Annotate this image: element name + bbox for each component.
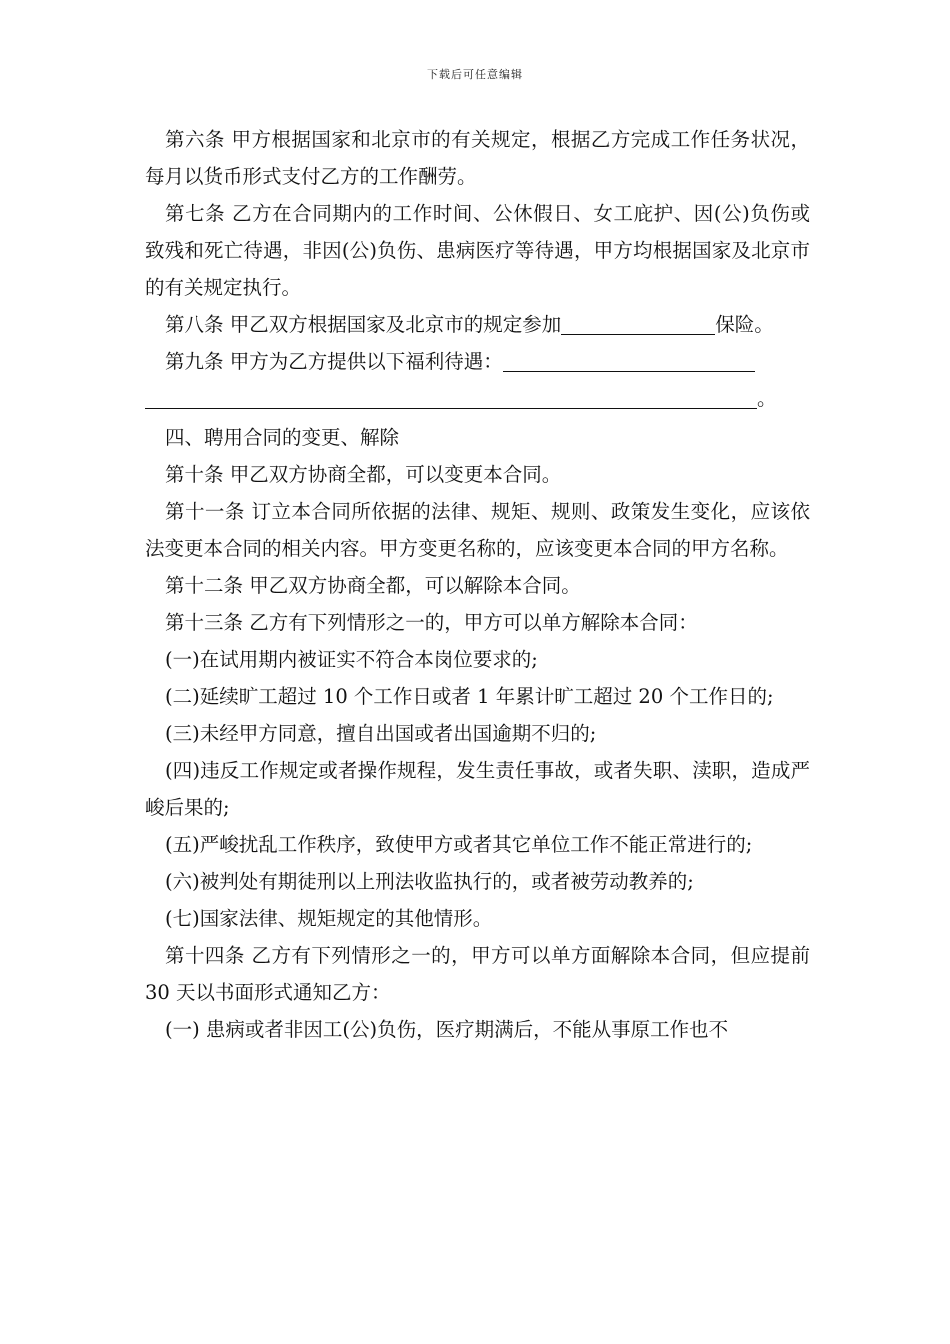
article-13: 第十三条 乙方有下列情形之一的，甲方可以单方解除本合同： bbox=[165, 611, 698, 634]
article-9-text: 第九条 甲方为乙方提供以下福利待遇： bbox=[165, 350, 503, 373]
article-7: 第七条 乙方在合同期内的工作时间、公休假日、女工庇护、因(公)负伤或致残和死亡待遇，非因(公)负伤、患病医疗等待遇，甲方均根据国家及北京市的有关规定执行。 bbox=[145, 202, 810, 299]
article-8-text-end: 保险。 bbox=[715, 313, 774, 336]
article-11: 第十一条 订立本合同所依据的法律、规矩、规则、政策发生变化，应该依法变更本合同的相关内容。甲方变更名称的，应该变更本合同的甲方名称。 bbox=[145, 500, 810, 560]
benefits-blank-2 bbox=[145, 387, 757, 409]
article-6: 第六条 甲方根据国家和北京市的有关规定，根据乙方完成工作任务状况，每月以货币形式支付乙方的工作酬劳。 bbox=[145, 128, 810, 188]
page-header: 下载后可任意编辑 bbox=[427, 68, 523, 81]
section-4-heading: 四、聘用合同的变更、解除 bbox=[165, 426, 400, 449]
article-13-item-6: (六)被判处有期徒刑以上刑法收监执行的，或者被劳动教养的; bbox=[165, 870, 694, 893]
article-14: 第十四条 乙方有下列情形之一的，甲方可以单方面解除本合同，但应提前 30 天以书面形式通知乙方： bbox=[145, 944, 817, 1004]
article-13-item-2: (二)延续旷工超过 10 个工作日或者 1 年累计旷工超过 20 个工作日的; bbox=[165, 685, 774, 708]
article-13-item-4: (四)违反工作规定或者操作规程，发生责任事故，或者失职、渎职，造成严峻后果的; bbox=[145, 759, 810, 819]
article-12: 第十二条 甲乙双方协商全都，可以解除本合同。 bbox=[165, 574, 581, 597]
article-9-cont bbox=[145, 380, 810, 417]
contract-body bbox=[145, 121, 817, 1048]
article-13-item-3: (三)未经甲方同意，擅自出国或者出国逾期不归的; bbox=[165, 722, 597, 745]
benefits-blank-1 bbox=[503, 350, 755, 372]
article-9 bbox=[145, 343, 810, 380]
insurance-blank bbox=[561, 313, 715, 335]
article-10: 第十条 甲乙双方协商全都，可以变更本合同。 bbox=[165, 463, 562, 486]
article-13-item-7: (七)国家法律、规矩规定的其他情形。 bbox=[165, 907, 493, 930]
article-8-text: 第八条 甲乙双方根据国家及北京市的规定参加 bbox=[165, 313, 562, 336]
article-9-end: 。 bbox=[757, 387, 777, 410]
article-8 bbox=[145, 306, 810, 343]
article-13-item-1: (一)在试用期内被证实不符合本岗位要求的; bbox=[165, 648, 538, 671]
article-14-item-1: (一) 患病或者非因工(公)负伤，医疗期满后，不能从事原工作也不 bbox=[165, 1018, 729, 1041]
article-13-item-5: (五)严峻扰乱工作秩序，致使甲方或者其它单位工作不能正常进行的; bbox=[165, 833, 753, 856]
